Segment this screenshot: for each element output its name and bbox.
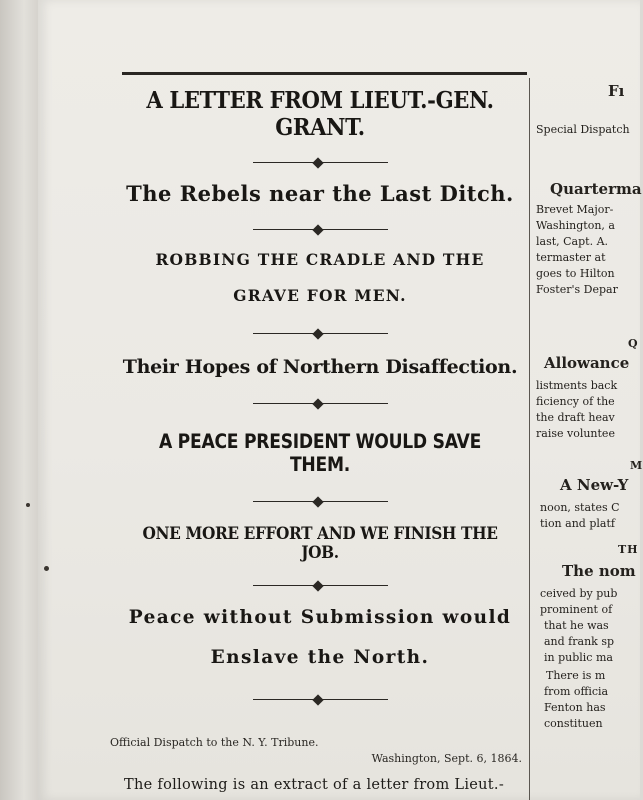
right-line: and frank sp [544,635,615,648]
page-gutter [0,0,40,800]
article-body-start: The following is an extract of a letter from Lieut.- [124,777,505,793]
right-line: ceived by pub [540,587,618,600]
right-line: Fenton has [544,701,606,714]
ornament-dash [253,496,388,508]
right-line: Special Dispatch [536,123,630,136]
ornament-dash [253,157,388,169]
right-line: noon, states C [540,501,620,514]
right-line: There is m [546,669,606,682]
right-line: goes to Hilton [536,267,615,280]
right-column-heading: Fı [608,82,625,100]
dispatch-block [108,736,532,765]
ornament-dash [253,328,388,340]
right-cap: TH [618,543,639,556]
ink-speck [44,566,49,571]
right-line: raise voluntee [536,427,615,440]
right-line: Brevet Major- [536,203,614,216]
headline-grant-letter: A LETTER FROM LIEUT.-GEN. GRANT. [146,87,494,141]
right-line: from officia [544,685,609,698]
headline-last-ditch: The Rebels near the Last Ditch. [126,181,514,206]
right-line: ficiency of the [536,395,615,408]
ornament-dash [253,398,388,410]
right-subhead: Quarterma [550,180,642,198]
headline-northern-disaffection: Their Hopes of Northern Disaffection. [122,356,518,378]
top-rule [122,72,527,75]
headline-enslave-north: Enslave the North. [210,647,430,668]
right-cap: Q [628,337,639,350]
right-line: Foster's Depar [536,283,618,296]
right-subhead: The nom [562,562,636,580]
ornament-dash [253,224,388,236]
headline-one-more-effort: ONE MORE EFFORT AND WE FINISH THE JOB. [142,524,498,562]
main-column [108,80,532,706]
right-line: the draft heav [536,411,615,424]
ornament-dash [253,580,388,592]
right-line: that he was [544,619,609,632]
right-line: listments back [536,379,618,392]
headline-peace-president: A PEACE PRESIDENT WOULD SAVE THEM. [158,430,482,476]
ink-speck [26,503,30,507]
right-line: termaster at [536,251,606,264]
dispatch-source: Official Dispatch to the N. Y. Tribune. [110,736,319,749]
right-line: constituen [544,717,603,730]
ornament-dash [253,694,388,706]
right-line: last, Capt. A. [536,235,609,248]
right-line: Washington, a [536,219,615,232]
right-column-cropped [532,80,643,800]
right-line: prominent of [540,603,613,616]
right-cap: M [630,459,643,472]
headline-peace-without-submission: Peace without Submission would [128,607,512,628]
right-line: in public ma [544,651,613,664]
right-subhead: Allowance [544,354,630,372]
right-subhead: A New-Y [560,476,629,494]
headline-robbing-cradle: ROBBING THE CRADLE AND THE [155,250,485,269]
dateline: Washington, Sept. 6, 1864. [371,752,522,765]
headline-grave: GRAVE FOR MEN. [233,286,407,305]
right-line: tion and platf [540,517,615,530]
